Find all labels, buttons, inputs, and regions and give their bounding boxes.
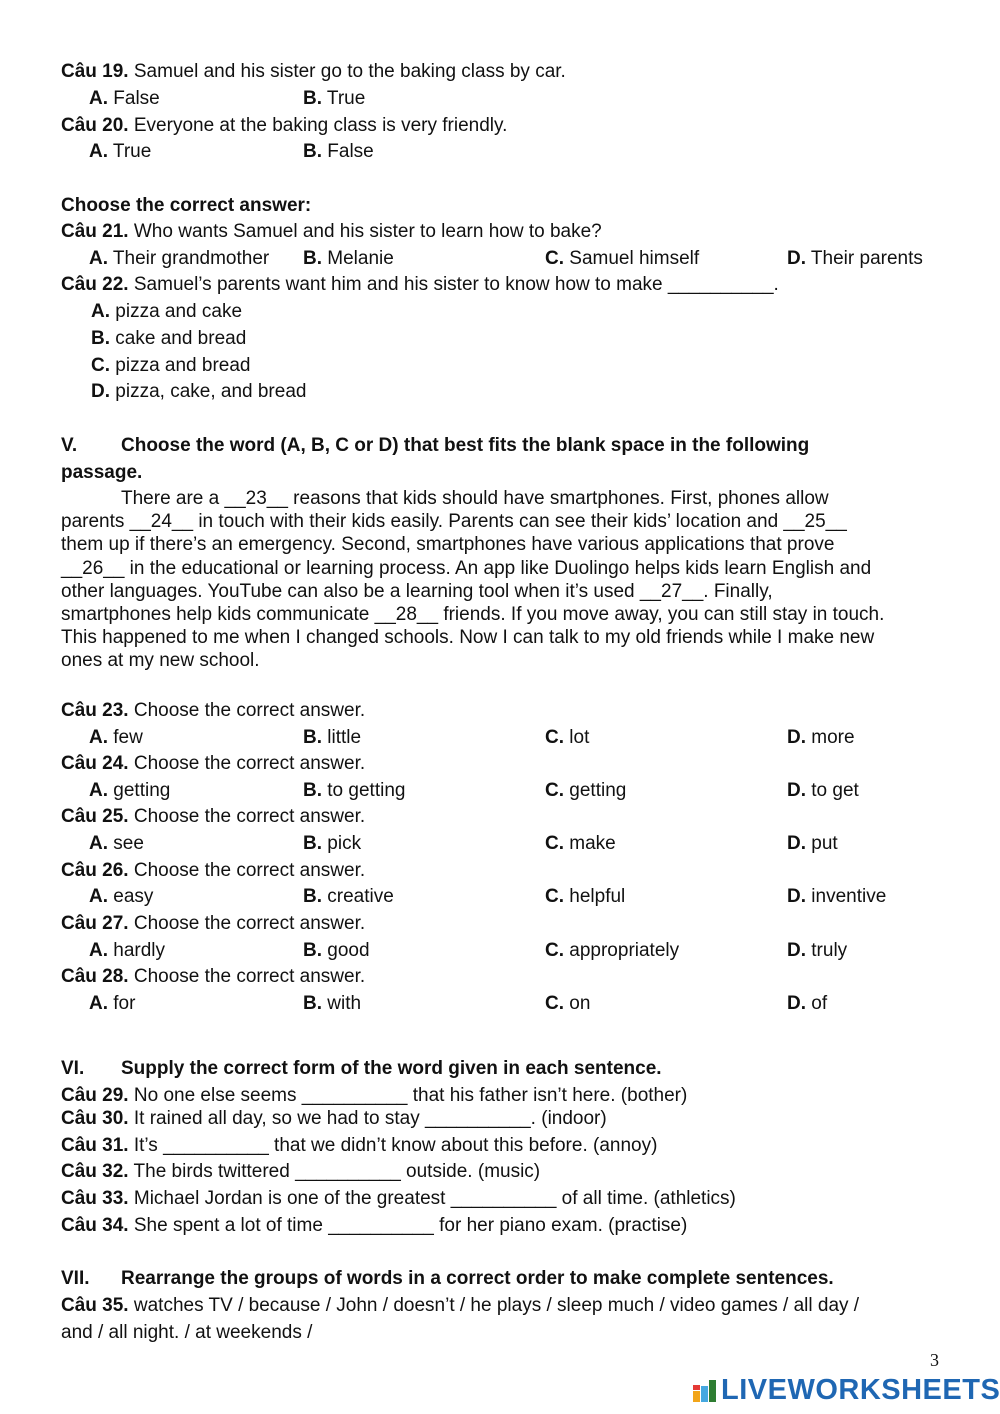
q25-option-c[interactable]: C. make [545,833,616,854]
question-30: Câu 30. It rained all day, so we had to stay __________. (indoor) [61,1108,607,1129]
q24-option-c[interactable]: C. getting [545,780,627,801]
choose-heading: Choose the correct answer: [61,195,312,216]
q21-option-c[interactable]: C. Samuel himself [545,248,700,269]
question-32: Câu 32. The birds twittered __________ outside. (music) [61,1161,541,1182]
passage [61,487,941,673]
q28-option-d[interactable]: D. of [787,993,828,1014]
q24-option-b[interactable]: B. to getting [303,780,406,801]
q28-option-b[interactable]: B. with [303,993,362,1014]
section-6-number: VI. [61,1058,85,1079]
q27-option-d[interactable]: D. truly [787,940,848,961]
section-5-title-cont: passage. [61,462,143,483]
q27-option-c[interactable]: C. appropriately [545,940,680,961]
q21-option-b[interactable]: B. Melanie [303,248,394,269]
question-22: Câu 22. Samuel’s parents want him and his sister to know how to make __________. [61,274,779,295]
q19-option-a[interactable]: A. False [89,88,160,109]
section-7-number: VII. [61,1268,90,1289]
passage-line: smartphones help kids communicate __28__ friends. If you move away, you can still stay in touch. [61,604,885,626]
logo-text: LIVEWORKSHEETS [721,1373,1000,1406]
passage-line: other languages. YouTube can also be a learning tool when it’s used __27__. Finally, [61,580,773,602]
q24-option-a[interactable]: A. getting [89,780,171,801]
q21-option-d[interactable]: D. Their parents [787,248,923,269]
q27-option-a[interactable]: A. hardly [89,940,166,961]
q25-option-a[interactable]: A. see [89,833,144,854]
q19-option-b[interactable]: B. True [303,88,366,109]
liveworksheets-logo [692,1375,1000,1405]
question-26: Câu 26. Choose the correct answer. [61,860,366,881]
q23-option-c[interactable]: C. lot [545,727,590,748]
section-5-number: V. [61,435,78,456]
question-31: Câu 31. It’s __________ that we didn’t know about this before. (annoy) [61,1135,658,1156]
question-34: Câu 34. She spent a lot of time __________ for her piano exam. (practise) [61,1215,688,1236]
question-19: Câu 19. Samuel and his sister go to the baking class by car. [61,61,566,82]
passage-line: This happened to me when I changed schools. Now I can talk to my old friends while I make new [61,627,875,649]
question-28: Câu 28. Choose the correct answer. [61,966,366,987]
q27-option-b[interactable]: B. good [303,940,370,961]
passage-line: ones at my new school. [61,650,260,672]
section-7-title: Rearrange the groups of words in a correct order to make complete sentences. [121,1268,834,1289]
q22-option-b[interactable]: B. cake and bread [91,328,247,349]
question-35: Câu 35. watches TV / because / John / doesn’t / he plays / sleep much / video games / all day / [61,1295,860,1316]
q25-option-b[interactable]: B. pick [303,833,362,854]
q25-option-d[interactable]: D. put [787,833,838,854]
q26-option-d[interactable]: D. inventive [787,886,887,907]
question-24: Câu 24. Choose the correct answer. [61,753,366,774]
question-29: Câu 29. No one else seems __________ that his father isn’t here. (bother) [61,1085,688,1106]
q20-option-b[interactable]: B. False [303,141,374,162]
section-5-title: Choose the word (A, B, C or D) that best fits the blank space in the following [121,435,810,456]
question-33: Câu 33. Michael Jordan is one of the greatest __________ of all time. (athletics) [61,1188,736,1209]
q28-option-c[interactable]: C. on [545,993,591,1014]
question-35-cont: and / all night. / at weekends / [61,1322,313,1343]
passage-line: parents __24__ in touch with their kids easily. Parents can see their kids’ location and __25__ [61,511,847,533]
q23-option-b[interactable]: B. little [303,727,362,748]
section-6-title: Supply the correct form of the word given in each sentence. [121,1058,662,1079]
page-number: 3 [930,1350,939,1370]
question-20: Câu 20. Everyone at the baking class is very friendly. [61,115,508,136]
q21-option-a[interactable]: A. Their grandmother [89,248,270,269]
q26-option-a[interactable]: A. easy [89,886,154,907]
q23-option-a[interactable]: A. few [89,727,143,748]
q22-option-c[interactable]: C. pizza and bread [91,355,251,376]
question-21: Câu 21. Who wants Samuel and his sister to learn how to bake? [61,221,602,242]
liveworksheets-icon [692,1377,718,1403]
q26-option-c[interactable]: C. helpful [545,886,626,907]
passage-line: There are a __23__ reasons that kids should have smartphones. First, phones allow [121,488,829,509]
q23-option-d[interactable]: D. more [787,727,855,748]
question-23: Câu 23. Choose the correct answer. [61,700,366,721]
q26-option-b[interactable]: B. creative [303,886,394,907]
q22-option-d[interactable]: D. pizza, cake, and bread [91,381,307,402]
q20-option-a[interactable]: A. True [89,141,152,162]
q28-option-a[interactable]: A. for [89,993,136,1014]
q22-option-a[interactable]: A. pizza and cake [91,301,243,322]
question-27: Câu 27. Choose the correct answer. [61,913,366,934]
passage-line: them up if there’s an emergency. Second, smartphones have various applications that prove [61,534,835,556]
question-25: Câu 25. Choose the correct answer. [61,806,366,827]
passage-line: __26__ in the educational or learning process. An app like Duolingo helps kids learn English and [61,557,872,579]
q24-option-d[interactable]: D. to get [787,780,859,801]
